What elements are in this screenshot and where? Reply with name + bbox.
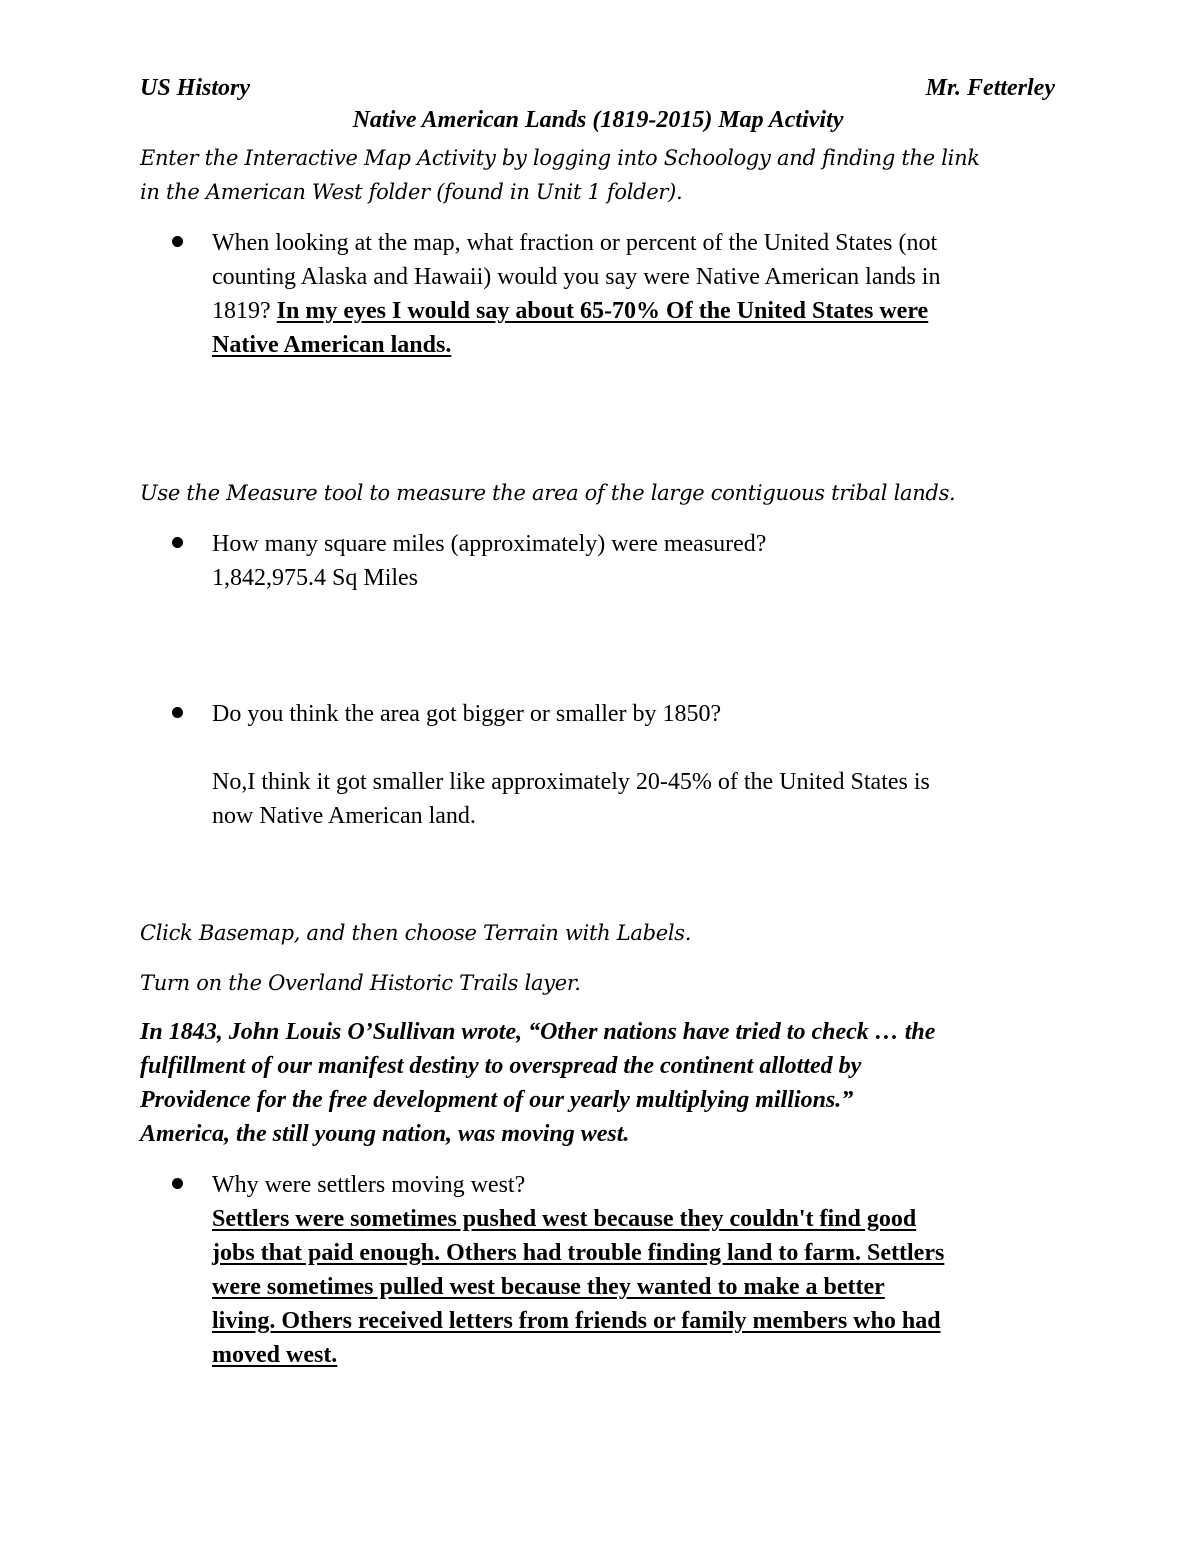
intro-instruction bbox=[140, 141, 1070, 209]
answer-1-part-1: In my eyes I would say about 65-70% Of the United States were bbox=[276, 298, 929, 324]
course-name: US History bbox=[140, 75, 251, 101]
intro-line-2: in the American West folder (found in Unit 1 folder). bbox=[140, 180, 683, 204]
answer-3-line-1: No,I think it got smaller like approximately 20-45% of the United States is bbox=[212, 769, 930, 795]
intro-line-1: Enter the Interactive Map Activity by logging into Schoology and finding the link bbox=[140, 146, 980, 170]
answer-4-line-3: were sometimes pulled west because they wanted to make a better bbox=[212, 1274, 885, 1300]
measure-instruction: Use the Measure tool to measure the area of the large contiguous tribal lands. bbox=[140, 481, 956, 505]
question-3-text: Do you think the area got bigger or smaller by 1850? bbox=[212, 701, 722, 727]
page-title: Native American Lands (1819-2015) Map Activity bbox=[352, 107, 844, 133]
bullet-icon bbox=[172, 707, 183, 718]
quote-line-3: Providence for the free development of our yearly multiplying millions.” bbox=[140, 1087, 854, 1113]
bullet-icon bbox=[172, 236, 183, 247]
answer-1-part-2: Native American lands. bbox=[212, 332, 452, 358]
question-1-line-1: When looking at the map, what fraction or percent of the United States (not bbox=[212, 230, 938, 256]
answer-4-line-4: living. Others received letters from friends or family members who had bbox=[212, 1308, 941, 1334]
answer-2-text: 1,842,975.4 Sq Miles bbox=[212, 565, 419, 591]
answer-4-line-2: jobs that paid enough. Others had trouble finding land to farm. Settlers bbox=[212, 1240, 945, 1266]
question-3-body bbox=[212, 697, 1072, 833]
quote-line-2: fulfillment of our manifest destiny to overspread the continent allotted by bbox=[140, 1053, 862, 1079]
basemap-instruction: Click Basemap, and then choose Terrain with Labels. bbox=[140, 921, 692, 945]
osullivan-quote bbox=[140, 1015, 1070, 1151]
question-1-line-3 bbox=[212, 294, 1072, 328]
trails-instruction: Turn on the Overland Historic Trails layer. bbox=[140, 971, 581, 995]
question-2-body bbox=[212, 527, 1072, 595]
answer-4-line-5: moved west. bbox=[212, 1342, 338, 1368]
question-1-body bbox=[212, 226, 1072, 362]
answer-3-line-2: now Native American land. bbox=[212, 803, 476, 829]
question-1-line-3-prefix: 1819? bbox=[212, 298, 277, 324]
quote-line-4: America, the still young nation, was moving west. bbox=[140, 1121, 630, 1147]
question-1-line-2: counting Alaska and Hawaii) would you say were Native American lands in bbox=[212, 264, 941, 290]
quote-line-1: In 1843, John Louis O’Sullivan wrote, “Other nations have tried to check … the bbox=[140, 1019, 936, 1045]
bullet-icon bbox=[172, 537, 183, 548]
bullet-icon bbox=[172, 1178, 183, 1189]
answer-4-line-1: Settlers were sometimes pushed west because they couldn't find good bbox=[212, 1206, 917, 1232]
question-4-text: Why were settlers moving west? bbox=[212, 1172, 526, 1198]
question-4-body bbox=[212, 1168, 1072, 1372]
question-2-text: How many square miles (approximately) were measured? bbox=[212, 531, 767, 557]
teacher-name: Mr. Fetterley bbox=[925, 75, 1055, 101]
